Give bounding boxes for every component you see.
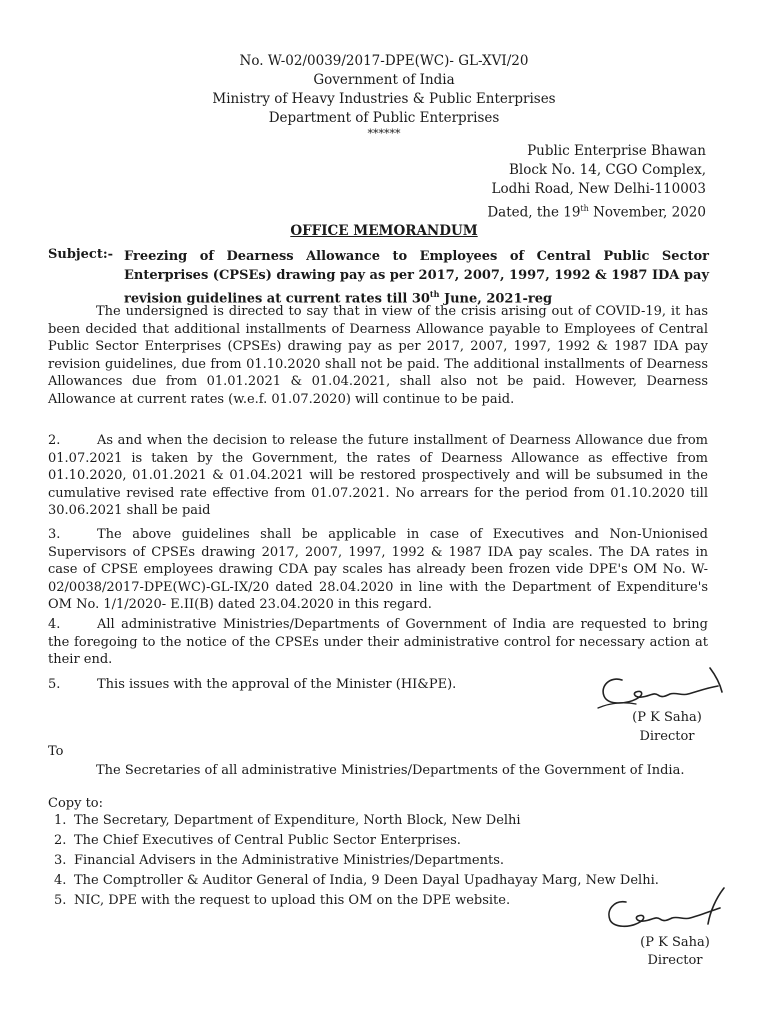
list-item: 2. The Chief Executives of Central Public Sector Enterprises. bbox=[54, 833, 461, 848]
signatory-designation: Director bbox=[647, 953, 703, 968]
signature-image bbox=[598, 888, 738, 938]
memo-title: OFFICE MEMORANDUM bbox=[290, 223, 478, 239]
department-name: Department of Public Enterprises bbox=[268, 110, 500, 126]
paragraph-5: 5. This issues with the approval of the Minister (HI&PE). bbox=[48, 677, 457, 692]
subject-label: Subject:- bbox=[48, 247, 114, 262]
paragraph-1: The undersigned is directed to say that in view of the crisis arising out of COVID-19, it has been decided that additional installments of Dearness Allowance payable to Employees of Central Public Sector Enterprises (CPSEs) drawing pay as per 2017, 2007, 1997, 1992 & 1987 IDA pay revision guidelines, due from 01.10.2020 shall not be paid. The additional installments of Dearness Allowances due from 01.01.2021 & 01.04.2021, shall also not be paid. However, Dearness Allowance at current rates (w.e.f. 01.07.2020) will continue to be paid. bbox=[48, 304, 708, 407]
signatory-name: (P K Saha) bbox=[632, 710, 702, 725]
address-line-1: Public Enterprise Bhawan bbox=[527, 143, 706, 159]
paragraph-3: 3. The above guidelines shall be applicable in case of Executives and Non-Unionised Supervisors of CPSEs drawing 2017, 2007, 1997, 1992 & 1987 IDA pay scales. The DA rates in case of CPSE employees drawing CDA pay scales has already been frozen vide DPE's OM No. W-02/0038/2017-DPE(WC)-GL-IX/20 dated 28.04.2020 in line with the Department of Expenditure's OM No. 1/1/2020- E.II(B) dated 23.04.2020 in this regard. bbox=[48, 527, 708, 612]
signatory-name: (P K Saha) bbox=[640, 935, 710, 950]
copy-to-label: Copy to: bbox=[48, 796, 104, 811]
address-line-2: Block No. 14, CGO Complex, bbox=[508, 162, 706, 178]
memo-date: Dated, the 19th November, 2020 bbox=[487, 204, 706, 221]
separator-stars: ****** bbox=[367, 127, 401, 140]
paragraph-4: 4. All administrative Ministries/Departments of Government of India are requested to bring the foregoing to the notice of the CPSEs under their administrative control for necessary action at their end. bbox=[48, 617, 708, 667]
address-line-3: Lodhi Road, New Delhi-110003 bbox=[491, 181, 706, 197]
reference-number: No. W-02/0039/2017-DPE(WC)- GL-XVI/20 bbox=[239, 53, 529, 69]
ministry-name: Ministry of Heavy Industries & Public Enterprises bbox=[212, 91, 556, 107]
signatory-designation: Director bbox=[639, 729, 695, 744]
subject-text: Freezing of Dearness Allowance to Employees of Central Public Sector Enterprises (CPSEs) drawing pay as per 2017, 2007, 1997, 1992 & 1987 IDA pay revision guidelines at current rates till 30th June, 2021-reg bbox=[124, 249, 709, 307]
to-label: To bbox=[48, 744, 64, 759]
list-item: 5. NIC, DPE with the request to upload this OM on the DPE website. bbox=[54, 893, 511, 908]
government-name: Government of India bbox=[313, 72, 455, 88]
to-recipients: The Secretaries of all administrative Ministries/Departments of the Government of India. bbox=[96, 763, 685, 778]
list-item: 4. The Comptroller & Auditor General of India, 9 Deen Dayal Upadhayay Marg, New Delhi. bbox=[54, 873, 659, 888]
signature-image bbox=[592, 662, 732, 712]
list-item: 3. Financial Advisers in the Administrative Ministries/Departments. bbox=[54, 853, 505, 868]
list-item: 1. The Secretary, Department of Expenditure, North Block, New Delhi bbox=[54, 813, 521, 828]
paragraph-2: 2. As and when the decision to release the future installment of Dearness Allowance due from 01.07.2021 is taken by the Government, the rates of Dearness Allowance as effective from 01.10.2020, 01.01.2021 & 01.04.2021 will be restored prospectively and will be subsumed in the cumulative revised rate effective from 01.07.2021. No arrears for the period from 01.10.2020 till 30.06.2021 shall be paid bbox=[48, 433, 708, 518]
